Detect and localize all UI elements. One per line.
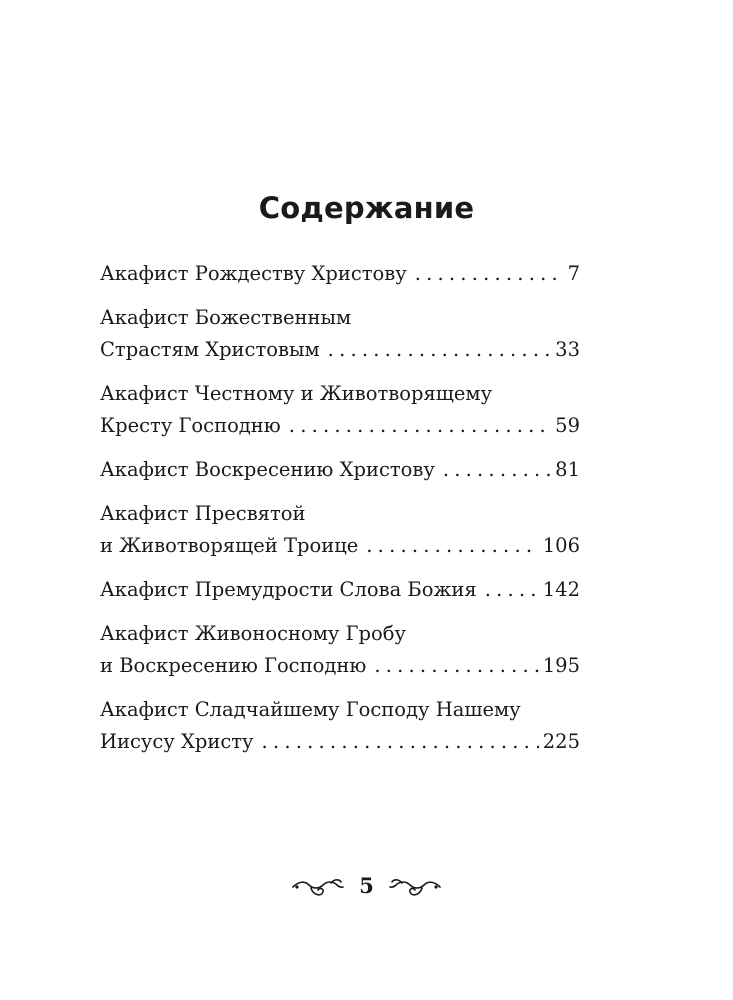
toc-page-number: 225	[542, 730, 580, 753]
toc-entry	[100, 694, 580, 758]
toc-page-number: 142	[542, 578, 580, 601]
flourish-right-icon	[388, 875, 442, 901]
toc-page-number: 33	[555, 338, 580, 361]
toc-page-number: 59	[555, 414, 580, 437]
toc-entry-title: Акафист Рождеству Христову	[100, 262, 407, 285]
page-footer	[0, 868, 733, 908]
toc-entry	[100, 498, 580, 562]
toc-entry-title-continuation: и Воскресению Господню	[100, 654, 367, 677]
dot-leader	[374, 650, 538, 682]
toc-entry	[100, 618, 580, 682]
toc-page-number: 81	[555, 458, 580, 481]
toc-entry-title: Акафист Божественным	[100, 306, 352, 329]
toc-page-number: 195	[542, 654, 580, 677]
dot-leader	[443, 454, 551, 486]
dot-leader	[262, 726, 539, 758]
table-of-contents	[100, 258, 580, 770]
toc-entry-title: Акафист Честному и Животворящему	[100, 382, 493, 405]
toc-entry	[100, 574, 580, 606]
dot-leader	[289, 410, 551, 442]
toc-entry	[100, 378, 580, 442]
page-title: Содержание	[258, 191, 475, 226]
page-number: 5	[359, 872, 374, 898]
toc-page-number: 7	[567, 262, 580, 285]
flourish-left-icon	[291, 875, 345, 901]
toc-entry	[100, 302, 580, 366]
toc-entry-title-continuation: и Животворящей Троице	[100, 534, 359, 557]
toc-entry-title-continuation: Иисусу Христу	[100, 730, 254, 753]
dot-leader	[366, 530, 538, 562]
toc-entry	[100, 258, 580, 290]
toc-entry-title: Акафист Живоносному Гробу	[100, 622, 406, 645]
toc-entry-title: Акафист Воскресению Христову	[100, 458, 435, 481]
toc-entry-title-continuation: Страстям Христовым	[100, 338, 320, 361]
toc-entry-title: Акафист Пресвятой	[100, 502, 306, 525]
toc-entry-title: Акафист Премудрости Слова Божия	[100, 578, 477, 601]
dot-leader	[328, 334, 552, 366]
dot-leader	[415, 258, 564, 290]
dot-leader	[485, 574, 539, 606]
toc-page-number: 106	[542, 534, 580, 557]
toc-entry	[100, 454, 580, 486]
toc-entry-title: Акафист Сладчайшему Господу Нашему	[100, 698, 521, 721]
toc-entry-title-continuation: Кресту Господню	[100, 414, 281, 437]
